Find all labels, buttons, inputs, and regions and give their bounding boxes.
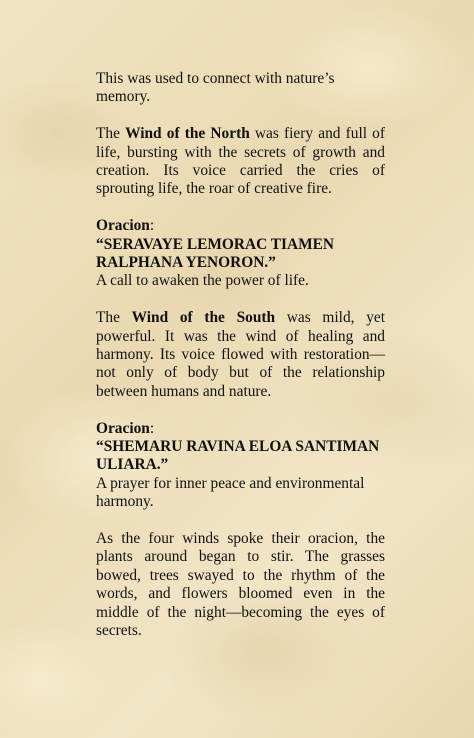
closing-paragraph — [96, 530, 385, 640]
oracion-2-meaning: A prayer for inner peace and environmental harmony. — [96, 474, 365, 511]
south-post-text: was mild, yet powerful. It was the wind of healing and harmony. Its voice flowed with restoration—not only of body but of the relationship between humans and nature. — [96, 309, 385, 400]
oracion-2-colon: : — [149, 419, 155, 437]
oracion-1-meaning: A call to awaken the power of life. — [96, 272, 309, 290]
north-post-text: was fiery and full of life, bursting with the secrets of growth and creation. Its voice carried the cries of sprouting life, the roar of creative fire. — [96, 125, 385, 198]
oracion-1-chant: “SERAVAYE LEMORAC TIAMEN RALPHANA YENORON.” — [96, 235, 335, 272]
north-wind-paragraph — [96, 125, 385, 199]
intro-text: This was used to connect with nature’s memory. — [96, 70, 335, 106]
intro-paragraph — [96, 70, 385, 107]
oracion-1-colon: : — [149, 217, 155, 235]
closing-text: As the four winds spoke their oracion, the plants around began to stir. The grasses bowed, trees swayed to the rhythm of the words, and flowers bloomed even in the middle of the night—becoming the eyes of secrets. — [96, 530, 385, 640]
oracion-1-label: Oracion — [96, 217, 150, 235]
south-pre-text: The — [96, 309, 132, 327]
south-wind-paragraph — [96, 309, 385, 401]
page-text — [96, 70, 385, 659]
oracion-block-2 — [96, 420, 385, 512]
north-pre-text: The — [96, 125, 126, 143]
north-wind-name: Wind of the North — [125, 125, 250, 143]
oracion-2-label: Oracion — [96, 419, 150, 437]
oracion-block-1 — [96, 217, 385, 291]
south-wind-name: Wind of the South — [131, 309, 276, 327]
oracion-2-chant: “SHEMARU RAVINA ELOA SANTIMAN ULIARA.” — [96, 438, 380, 474]
